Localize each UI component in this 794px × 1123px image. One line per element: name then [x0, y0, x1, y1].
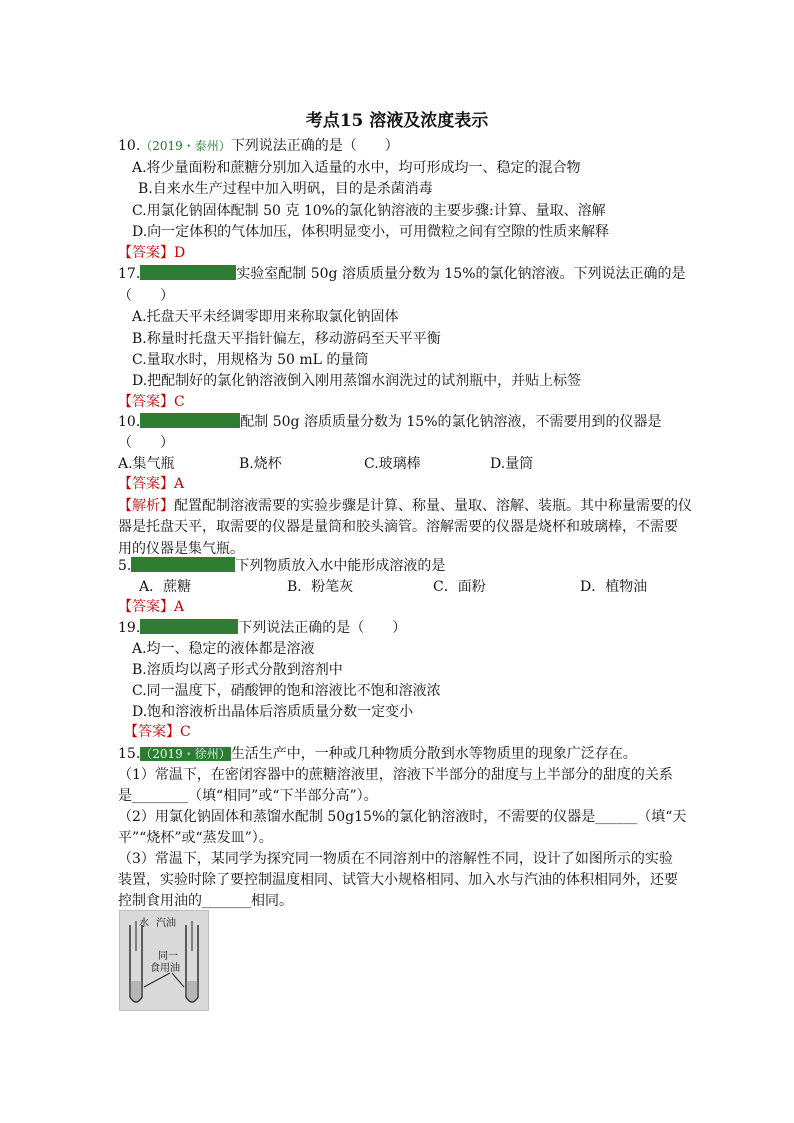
answer-label: 【答案】	[118, 245, 174, 261]
option-d: D.量筒	[490, 456, 534, 472]
option-b: B.称量时托盘天平指针偏左，移动游码至天平平衡	[132, 331, 441, 347]
question-number: 17.	[118, 266, 141, 282]
part-3-line-3: 控制食用油的_______相同。	[118, 893, 293, 909]
water-label: 水	[139, 918, 149, 929]
gasoline-label: 汽油	[156, 918, 176, 929]
source-highlight	[140, 619, 238, 634]
part-2-line-1: （2）用氯化钠固体和蒸馏水配制 50g15%的氯化钠溶液时，不需要的仪器是______（填“天	[118, 809, 687, 825]
oil-label-line-2: 食用油	[150, 963, 180, 974]
part-1-line-1: （1）常温下，在密闭容器中的蔗糖溶液里，溶液下半部分的甜度与上半部分的甜度的关系	[118, 767, 673, 783]
page-title: 考点15 溶液及浓度表示	[305, 111, 489, 131]
answer-paren: （ ）	[118, 288, 174, 304]
answer-line	[118, 393, 185, 411]
question-10a-header	[118, 137, 399, 155]
option-b: B．粉笔灰	[287, 579, 354, 595]
question-stem: 下列说法正确的是（ ）	[230, 138, 399, 154]
question-stem: 实验室配制 50g 溶质质量分数为 15%的氯化钠溶液。下列说法正确的是	[236, 266, 686, 282]
option-d: D.饱和溶液析出晶体后溶质质量分数一定变小	[132, 704, 414, 720]
explanation-line-1	[118, 497, 692, 515]
answer-value: D	[174, 245, 186, 261]
question-number: 15.	[118, 746, 141, 762]
answer-value: C	[180, 724, 191, 740]
option-b: B.烧杯	[239, 456, 282, 472]
explanation-text: 配置配制溶液需要的实验步骤是计算、称量、量取、溶解、装瓶。其中称量需要的仪	[174, 498, 692, 514]
answer-paren: （ ）	[118, 435, 174, 451]
question-10b-header	[118, 413, 662, 431]
part-1-line-2: 是________（填“相同”或“下半部分高”）。	[118, 788, 378, 804]
option-c: C.用氯化钠固体配制 50 克 10%的氯化钠溶液的主要步骤:计算、量取、溶解	[132, 203, 606, 219]
explanation-line-3: 用的仪器是集气瓶。	[118, 541, 244, 557]
answer-line	[124, 723, 191, 741]
option-d: D.向一定体积的气体加压，体积明显变小，可用微粒之间有空隙的性质来解释	[132, 224, 610, 240]
question-number: 19.	[118, 620, 141, 636]
answer-label: 【答案】	[118, 599, 174, 615]
option-c: C.量取水时，用规格为 50 mL 的量筒	[132, 352, 369, 368]
option-d: D．植物油	[580, 579, 648, 595]
answer-value: A	[174, 476, 185, 492]
option-a: A.托盘天平未经调零即用来称取氯化钠固体	[132, 309, 399, 325]
question-source: （2019・泰州）	[140, 139, 231, 153]
question-5-header	[118, 557, 445, 575]
option-a: A.均一、稳定的液体都是溶液	[132, 641, 315, 657]
question-number: 5.	[118, 558, 132, 574]
option-a: A．蔗糖	[139, 579, 192, 595]
test-tubes-illustration	[120, 911, 208, 1010]
experiment-figure	[119, 910, 209, 1011]
answer-line	[118, 244, 185, 262]
part-3-line-2: 装置，实验时除了要控制温度相同、试管大小规格相同、加入水与汽油的体积相同外，还要	[118, 872, 678, 888]
answer-label: 【答案】	[124, 724, 180, 740]
option-c: C.玻璃棒	[364, 456, 421, 472]
part-2-line-2: 平”“烧杯”或“蒸发皿”）。	[118, 830, 273, 846]
question-number: 10.	[118, 414, 141, 430]
source-highlight	[140, 265, 236, 280]
option-b: B.自来水生产过程中加入明矾，目的是杀菌消毒	[138, 181, 433, 197]
question-15-header	[118, 745, 637, 763]
question-19-header	[118, 619, 406, 637]
answer-value: C	[174, 394, 185, 410]
option-b: B.溶质均以离子形式分散到溶剂中	[132, 662, 343, 678]
explanation-line-2: 器是托盘天平，取需要的仪器是量筒和胶头滴管。溶解需要的仪器是烧杯和玻璃棒，不需要	[118, 519, 678, 535]
source-highlight	[131, 557, 235, 572]
option-d: D.把配制好的氯化钠溶液倒入刚用蒸馏水润洗过的试剂瓶中，并贴上标签	[132, 373, 582, 389]
oil-label-line-1: 同一	[158, 951, 178, 962]
source-highlight	[140, 413, 240, 428]
question-stem: 配制 50g 溶质质量分数为 15%的氯化钠溶液，不需要用到的仪器是	[240, 414, 662, 430]
question-stem: 下列说法正确的是（ ）	[238, 620, 407, 636]
option-c: C．面粉	[433, 579, 486, 595]
question-source: （2019・徐州）	[140, 747, 231, 761]
question-stem: 下列物质放入水中能形成溶液的是	[235, 558, 446, 574]
question-stem: 生活生产中，一种或几种物质分散到水等物质里的现象广泛存在。	[230, 746, 637, 762]
answer-label: 【答案】	[118, 394, 174, 410]
explanation-label: 【解析】	[118, 498, 174, 514]
question-number: 10.	[118, 138, 141, 154]
part-3-line-1: （3）常温下，某同学为探究同一物质在不同溶剂中的溶解性不同，设计了如图所示的实验	[118, 851, 673, 867]
answer-line	[118, 475, 184, 493]
answer-value: A	[174, 599, 185, 615]
option-a: A.将少量面粉和蔗糖分别加入适量的水中，均可形成均一、稳定的混合物	[132, 160, 581, 176]
option-c: C.同一温度下，硝酸钾的饱和溶液比不饱和溶液浓	[132, 683, 441, 699]
answer-line	[118, 598, 184, 616]
option-a: A.集气瓶	[118, 456, 175, 472]
question-17-header	[118, 265, 686, 283]
answer-label: 【答案】	[118, 476, 174, 492]
